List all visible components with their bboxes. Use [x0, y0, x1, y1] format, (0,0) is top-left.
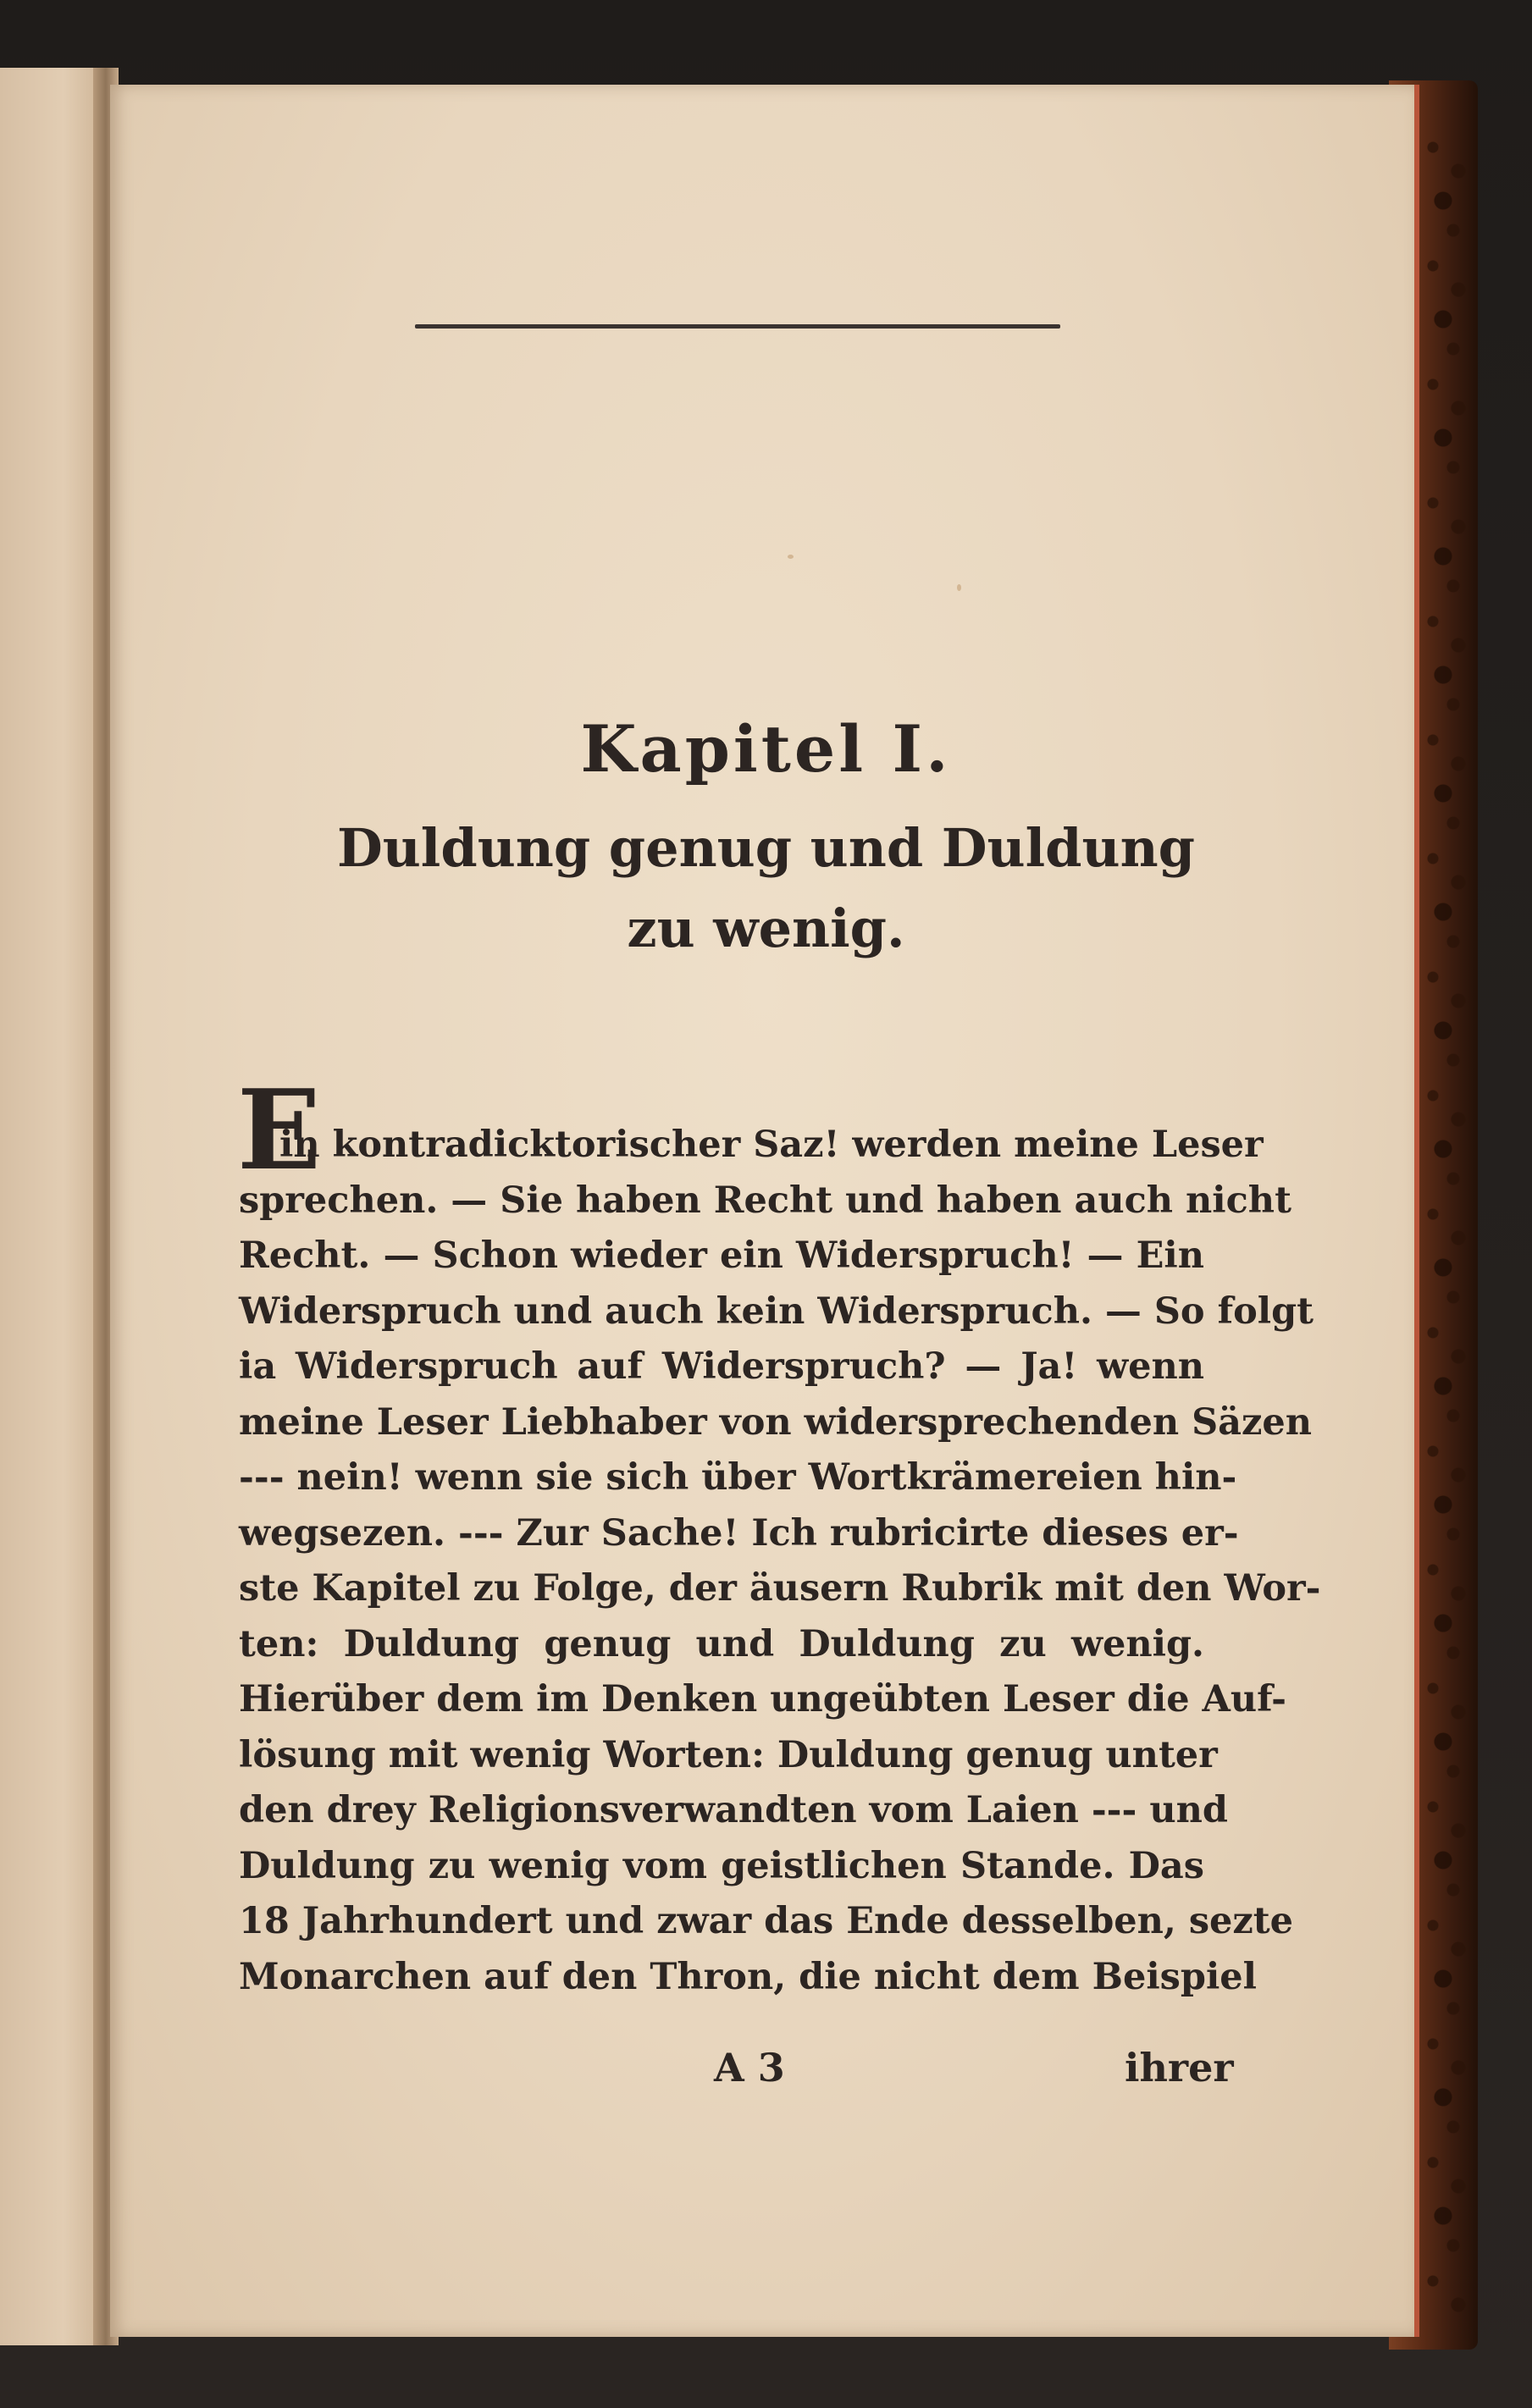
catchword: ihrer: [1125, 2045, 1234, 2090]
facing-page-edge: [0, 68, 106, 2345]
body-line: 18 Jahrhundert und zwar das Ende desselben, sezte: [239, 1900, 1294, 1942]
drop-initial: E: [237, 1065, 322, 1195]
body-line: den drey Religionsverwandten vom Laien --- und: [239, 1789, 1228, 1831]
chapter-subtitle-line-2: zu wenig.: [627, 897, 905, 959]
body-line: Duldung zu wenig vom geistlichen Stande. Das: [239, 1844, 1204, 1887]
paper-spot: [957, 584, 961, 591]
body-line: ste Kapitel zu Folge, der äusern Rubrik mit den Wor-: [239, 1567, 1321, 1610]
body-line: Hierüber dem im Denken ungeübten Leser die Auf-: [239, 1678, 1286, 1720]
body-line: --- nein! wenn sie sich über Wortkrämereien hin-: [239, 1456, 1237, 1499]
paper-spot: [788, 555, 794, 559]
body-line: wegsezen. --- Zur Sache! Ich rubricirte dieses er-: [239, 1511, 1239, 1555]
body-line: lösung mit wenig Worten: Duldung genug unter: [239, 1733, 1218, 1776]
signature-mark: A 3: [714, 2045, 785, 2090]
body-line: Monarchen auf den Thron, die nicht dem Beispiel: [239, 1955, 1257, 1998]
body-line: sprechen. — Sie haben Recht und haben auch nicht: [239, 1179, 1291, 1222]
header-rule: [415, 324, 1060, 329]
body-line: meine Leser Liebhaber von widersprechenden Säzen: [239, 1400, 1313, 1444]
body-line: Widerspruch und auch kein Widerspruch. — So folgt: [239, 1290, 1314, 1333]
body-line: ten: Duldung genug und Duldung zu wenig.: [239, 1622, 1204, 1665]
chapter-heading: Kapitel I.: [580, 711, 952, 787]
body-line: Recht. — Schon wieder ein Widerspruch! — Ein: [239, 1234, 1204, 1277]
body-line: in kontradicktorischer Saz! werden meine Leser: [279, 1124, 1264, 1166]
body-line: ia Widerspruch auf Widerspruch? — Ja! wenn: [239, 1345, 1204, 1388]
body-text: [239, 1118, 1321, 2005]
chapter-subtitle-line-1: Duldung genug und Duldung: [336, 817, 1196, 879]
cover-marbling: [1423, 135, 1474, 2320]
